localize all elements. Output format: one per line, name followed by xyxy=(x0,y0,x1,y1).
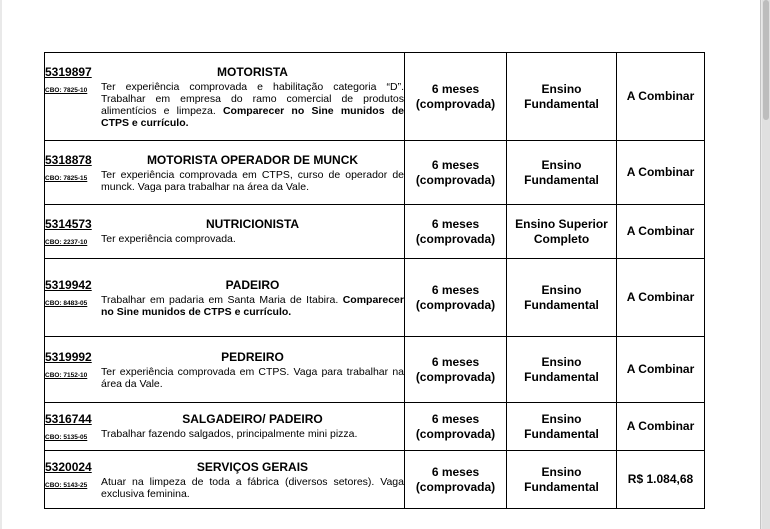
education-level: Ensino Superior xyxy=(515,216,608,231)
salary-cell xyxy=(617,403,705,451)
job-row xyxy=(45,337,705,403)
job-title: PEDREIRO xyxy=(221,349,284,364)
job-description-text: Ter experiência comprovada em CTPS, curso de operador de munck. Vaga para trabalhar na área da Vale. xyxy=(101,168,404,193)
job-main-cell xyxy=(45,403,405,451)
cbo-code: CBO: 8483-05 xyxy=(45,299,88,307)
job-code: 5314573 xyxy=(45,217,92,231)
job-description xyxy=(101,366,404,390)
job-description-block xyxy=(101,217,404,246)
salary-cell xyxy=(617,451,705,509)
salary-cell xyxy=(617,259,705,337)
job-description-text: Atuar na limpeza de toda a fábrica (diversos setores). Vaga exclusiva feminina. xyxy=(101,475,404,500)
job-description-text: Ter experiência comprovada em CTPS. Vaga para trabalhar na área da Vale. xyxy=(101,365,404,390)
experience-duration: 6 meses xyxy=(431,464,480,479)
education-cell xyxy=(507,337,617,403)
cbo-code: CBO: 5135-05 xyxy=(45,434,88,441)
education-cell xyxy=(507,451,617,509)
job-main-cell xyxy=(45,259,405,337)
experience-note: (comprovada) xyxy=(415,172,496,187)
vertical-scrollbar[interactable] xyxy=(762,0,770,529)
job-description-block xyxy=(101,153,404,193)
experience-duration: 6 meses xyxy=(431,216,480,231)
job-code: 5319992 xyxy=(45,349,92,364)
education-detail: Completo xyxy=(533,231,590,246)
job-row xyxy=(45,451,705,509)
job-code-column xyxy=(45,278,101,318)
experience-duration: 6 meses xyxy=(431,157,480,172)
education-detail: Fundamental xyxy=(524,172,599,187)
job-description-text: Ter experiência comprovada e habilitação categoria “D”. Trabalhar em empresa do ramo comercial de produtos alimentícios e limpeza. xyxy=(101,80,404,117)
salary-value: A Combinar xyxy=(626,165,695,179)
job-code: 5319897 xyxy=(45,64,92,79)
experience-cell xyxy=(405,337,507,403)
cbo-code: CBO: 5143-25 xyxy=(45,481,88,489)
salary-value: A Combinar xyxy=(626,224,695,238)
job-title: PADEIRO xyxy=(225,277,280,292)
education-detail: Fundamental xyxy=(524,369,599,384)
cbo-code: CBO: 7825-15 xyxy=(45,174,88,182)
education-detail: Fundamental xyxy=(524,96,599,111)
job-code: 5318878 xyxy=(45,152,92,167)
education-detail: Fundamental xyxy=(524,479,599,494)
job-title: MOTORISTA xyxy=(217,64,288,79)
education-cell xyxy=(507,53,617,141)
experience-note: (comprovada) xyxy=(415,96,496,111)
job-description xyxy=(101,81,404,129)
job-title: SALGADEIRO/ PADEIRO xyxy=(182,412,323,426)
education-detail: Fundamental xyxy=(524,297,599,312)
job-description-block xyxy=(101,65,404,129)
experience-note: (comprovada) xyxy=(415,231,496,246)
experience-cell xyxy=(405,451,507,509)
job-description-text: Trabalhar fazendo salgados, principalmente mini pizza. xyxy=(101,428,358,440)
education-level: Ensino xyxy=(541,282,582,297)
education-cell xyxy=(507,141,617,205)
job-description xyxy=(101,428,404,440)
salary-value: A Combinar xyxy=(626,419,695,433)
job-description-block xyxy=(101,412,404,441)
job-description-text: Trabalhar em padaria em Santa Maria de Itabira. xyxy=(101,293,339,306)
experience-duration: 6 meses xyxy=(431,354,480,369)
education-detail: Fundamental xyxy=(524,426,599,441)
job-main-cell xyxy=(45,141,405,205)
job-row xyxy=(45,259,705,337)
job-row xyxy=(45,403,705,451)
job-main-cell xyxy=(45,205,405,259)
job-code: 5319942 xyxy=(45,277,92,292)
experience-note: (comprovada) xyxy=(415,297,496,312)
experience-note: (comprovada) xyxy=(415,369,496,384)
experience-note: (comprovada) xyxy=(415,479,496,494)
salary-cell xyxy=(617,141,705,205)
education-level: Ensino xyxy=(541,464,582,479)
job-code-column xyxy=(45,412,101,441)
job-description xyxy=(101,476,404,500)
job-description-bold: Comparecer no Sine munidos de CTPS e currículo. xyxy=(101,293,404,318)
job-title: SERVIÇOS GERAIS xyxy=(196,459,309,474)
job-row xyxy=(45,141,705,205)
experience-cell xyxy=(405,53,507,141)
job-main-cell xyxy=(45,451,405,509)
salary-value: A Combinar xyxy=(626,362,695,376)
experience-duration: 6 meses xyxy=(431,411,480,426)
experience-cell xyxy=(405,205,507,259)
salary-cell xyxy=(617,337,705,403)
experience-cell xyxy=(405,259,507,337)
salary-value: R$ 1.084,68 xyxy=(627,472,694,486)
job-code: 5316744 xyxy=(45,412,92,426)
education-level: Ensino xyxy=(541,354,582,369)
cbo-code: CBO: 2237-10 xyxy=(45,239,88,246)
salary-cell xyxy=(617,205,705,259)
job-main-cell xyxy=(45,53,405,141)
experience-duration: 6 meses xyxy=(431,81,480,96)
job-code-column xyxy=(45,217,101,246)
job-description xyxy=(101,233,404,245)
salary-cell xyxy=(617,53,705,141)
job-listings-table xyxy=(44,52,705,509)
job-description-block xyxy=(101,350,404,390)
education-level: Ensino xyxy=(541,157,582,172)
document-page xyxy=(2,0,761,529)
experience-cell xyxy=(405,141,507,205)
education-level: Ensino xyxy=(541,81,582,96)
education-cell xyxy=(507,403,617,451)
experience-cell xyxy=(405,403,507,451)
job-description-text: Ter experiência comprovada. xyxy=(101,233,236,245)
job-title: NUTRICIONISTA xyxy=(205,217,300,231)
job-description xyxy=(101,294,404,318)
experience-duration: 6 meses xyxy=(431,282,480,297)
scrollbar-thumb[interactable] xyxy=(763,0,769,120)
job-code: 5320024 xyxy=(45,459,92,474)
job-description xyxy=(101,169,404,193)
job-code-column xyxy=(45,350,101,390)
job-description-block xyxy=(101,278,404,318)
job-code-column xyxy=(45,65,101,129)
salary-value: A Combinar xyxy=(626,89,695,103)
education-cell xyxy=(507,205,617,259)
job-description-bold: Comparecer no Sine munidos de CTPS e currículo. xyxy=(101,104,405,129)
job-main-cell xyxy=(45,337,405,403)
job-row xyxy=(45,53,705,141)
education-cell xyxy=(507,259,617,337)
job-row xyxy=(45,205,705,259)
job-code-column xyxy=(45,460,101,500)
job-code-column xyxy=(45,153,101,193)
education-level: Ensino xyxy=(541,411,582,426)
salary-value: A Combinar xyxy=(626,290,695,304)
cbo-code: CBO: 7152-10 xyxy=(45,371,88,379)
job-title: MOTORISTA OPERADOR DE MUNCK xyxy=(146,152,359,167)
job-description-block xyxy=(101,460,404,500)
experience-note: (comprovada) xyxy=(415,426,496,441)
cbo-code: CBO: 7825-10 xyxy=(45,86,88,94)
